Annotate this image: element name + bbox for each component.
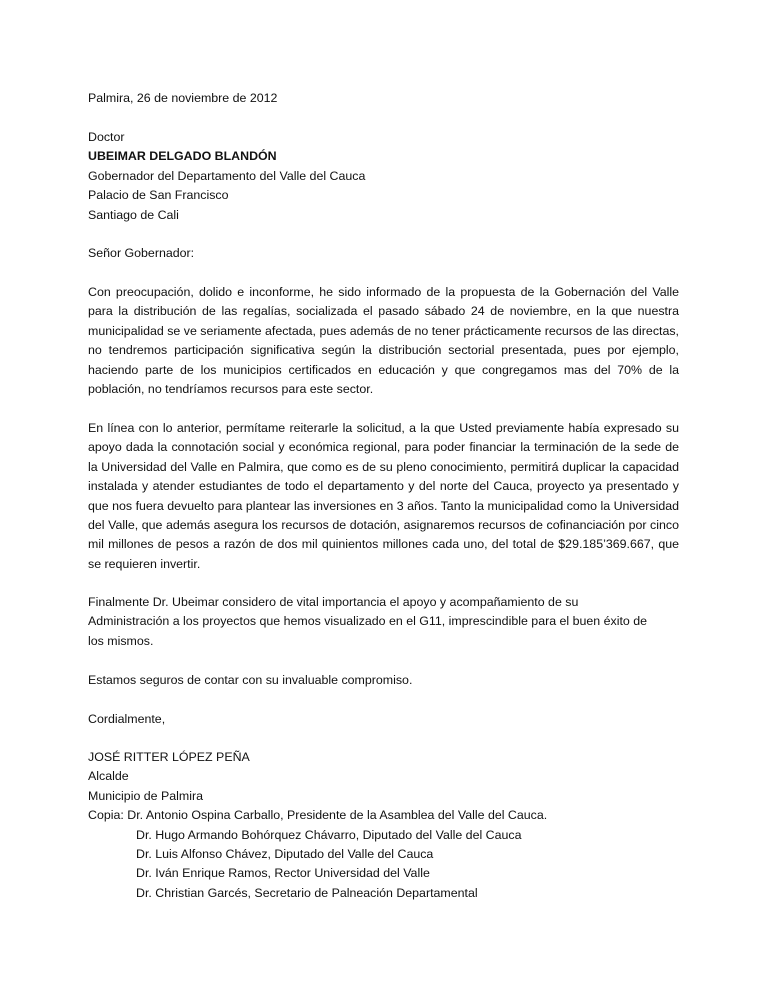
- letter-date: Palmira, 26 de noviembre de 2012: [88, 91, 278, 105]
- salutation-block: [88, 244, 679, 263]
- copy-line: Copia: Dr. Antonio Ospina Carballo, Presidente de la Asamblea del Valle del Cauca.: [88, 808, 548, 823]
- paragraph-3-line: los mismos.: [88, 633, 154, 648]
- recipient-name: UBEIMAR DELGADO BLANDÓN: [88, 149, 277, 164]
- paragraph-2: En línea con lo anterior, permítame reiterarle la solicitud, a la que Usted previamente había expresado su apoyo dada la connotación social y económica regional, para poder financiar la terminación de la sede de la Universidad del Valle en Palmira, que como es de su pleno conocimiento, permitirá duplicar la capacidad instalada y atender estudiantes de todo el departamento y del norte del Cauca, proyecto ya presentado y que nos fuera devuelto para plantear las inversiones en 3 años. Tanto la municipalidad como la Universidad del Valle, que además asegura los recursos de dotación, asignaremos recursos de cofinanciación por cinco mil millones de pesos a razón de dos mil quinientos millones cada uno, del total de $29.185’369.667, que se requieren invertir.: [88, 421, 679, 571]
- recipient-position: Gobernador del Departamento del Valle del Cauca: [88, 168, 366, 183]
- farewell-block: [88, 710, 679, 729]
- letter-date-block: [88, 89, 679, 108]
- paragraph-3-line: Finalmente Dr. Ubeimar considero de vital importancia el apoyo y acompañamiento de su: [88, 595, 579, 609]
- copy-line: Dr. Iván Enrique Ramos, Rector Universidad del Valle: [136, 866, 430, 881]
- closing-line: Estamos seguros de contar con su invaluable compromiso.: [88, 673, 413, 687]
- closing-block: [88, 671, 679, 690]
- signature-block: [88, 748, 679, 903]
- paragraph-1: Con preocupación, dolido e inconforme, he sido informado de la propuesta de la Gobernación del Valle para la distribución de las regalías, socializada el pasado sábado 24 de noviembre, en la que nuestra municipalidad se ve seriamente afectada, pues además de no tener prácticamente recursos de las directas, no tendremos participación significativa según la distribución sectorial presentada, pues por ejemplo, haciendo parte de los municipios certificados en educación y que congregamos mas del 70% de la población, no tendríamos recursos para este sector.: [88, 285, 679, 397]
- copy-line: Dr. Luis Alfonso Chávez, Diputado del Valle del Cauca: [136, 847, 434, 862]
- farewell: Cordialmente,: [88, 712, 166, 726]
- recipient-block: [88, 128, 679, 225]
- paragraph-3-line: Administración a los proyectos que hemos visualizado en el G11, imprescindible para el buen éxito de: [88, 614, 648, 629]
- copy-line: Dr. Hugo Armando Bohórquez Chávarro, Diputado del Valle del Cauca: [136, 827, 522, 842]
- recipient-address: Palacio de San Francisco: [88, 188, 229, 203]
- recipient-title: Doctor: [88, 130, 125, 144]
- copy-line: Dr. Christian Garcés, Secretario de Palneación Departamental: [136, 885, 478, 900]
- signer-entity: Municipio de Palmira: [88, 788, 204, 803]
- paragraph-3: [88, 593, 679, 651]
- salutation: Señor Gobernador:: [88, 246, 195, 260]
- recipient-city: Santiago de Cali: [88, 207, 179, 222]
- signer-title: Alcalde: [88, 769, 129, 784]
- signer-name: JOSÉ RITTER LÓPEZ PEÑA: [88, 750, 250, 764]
